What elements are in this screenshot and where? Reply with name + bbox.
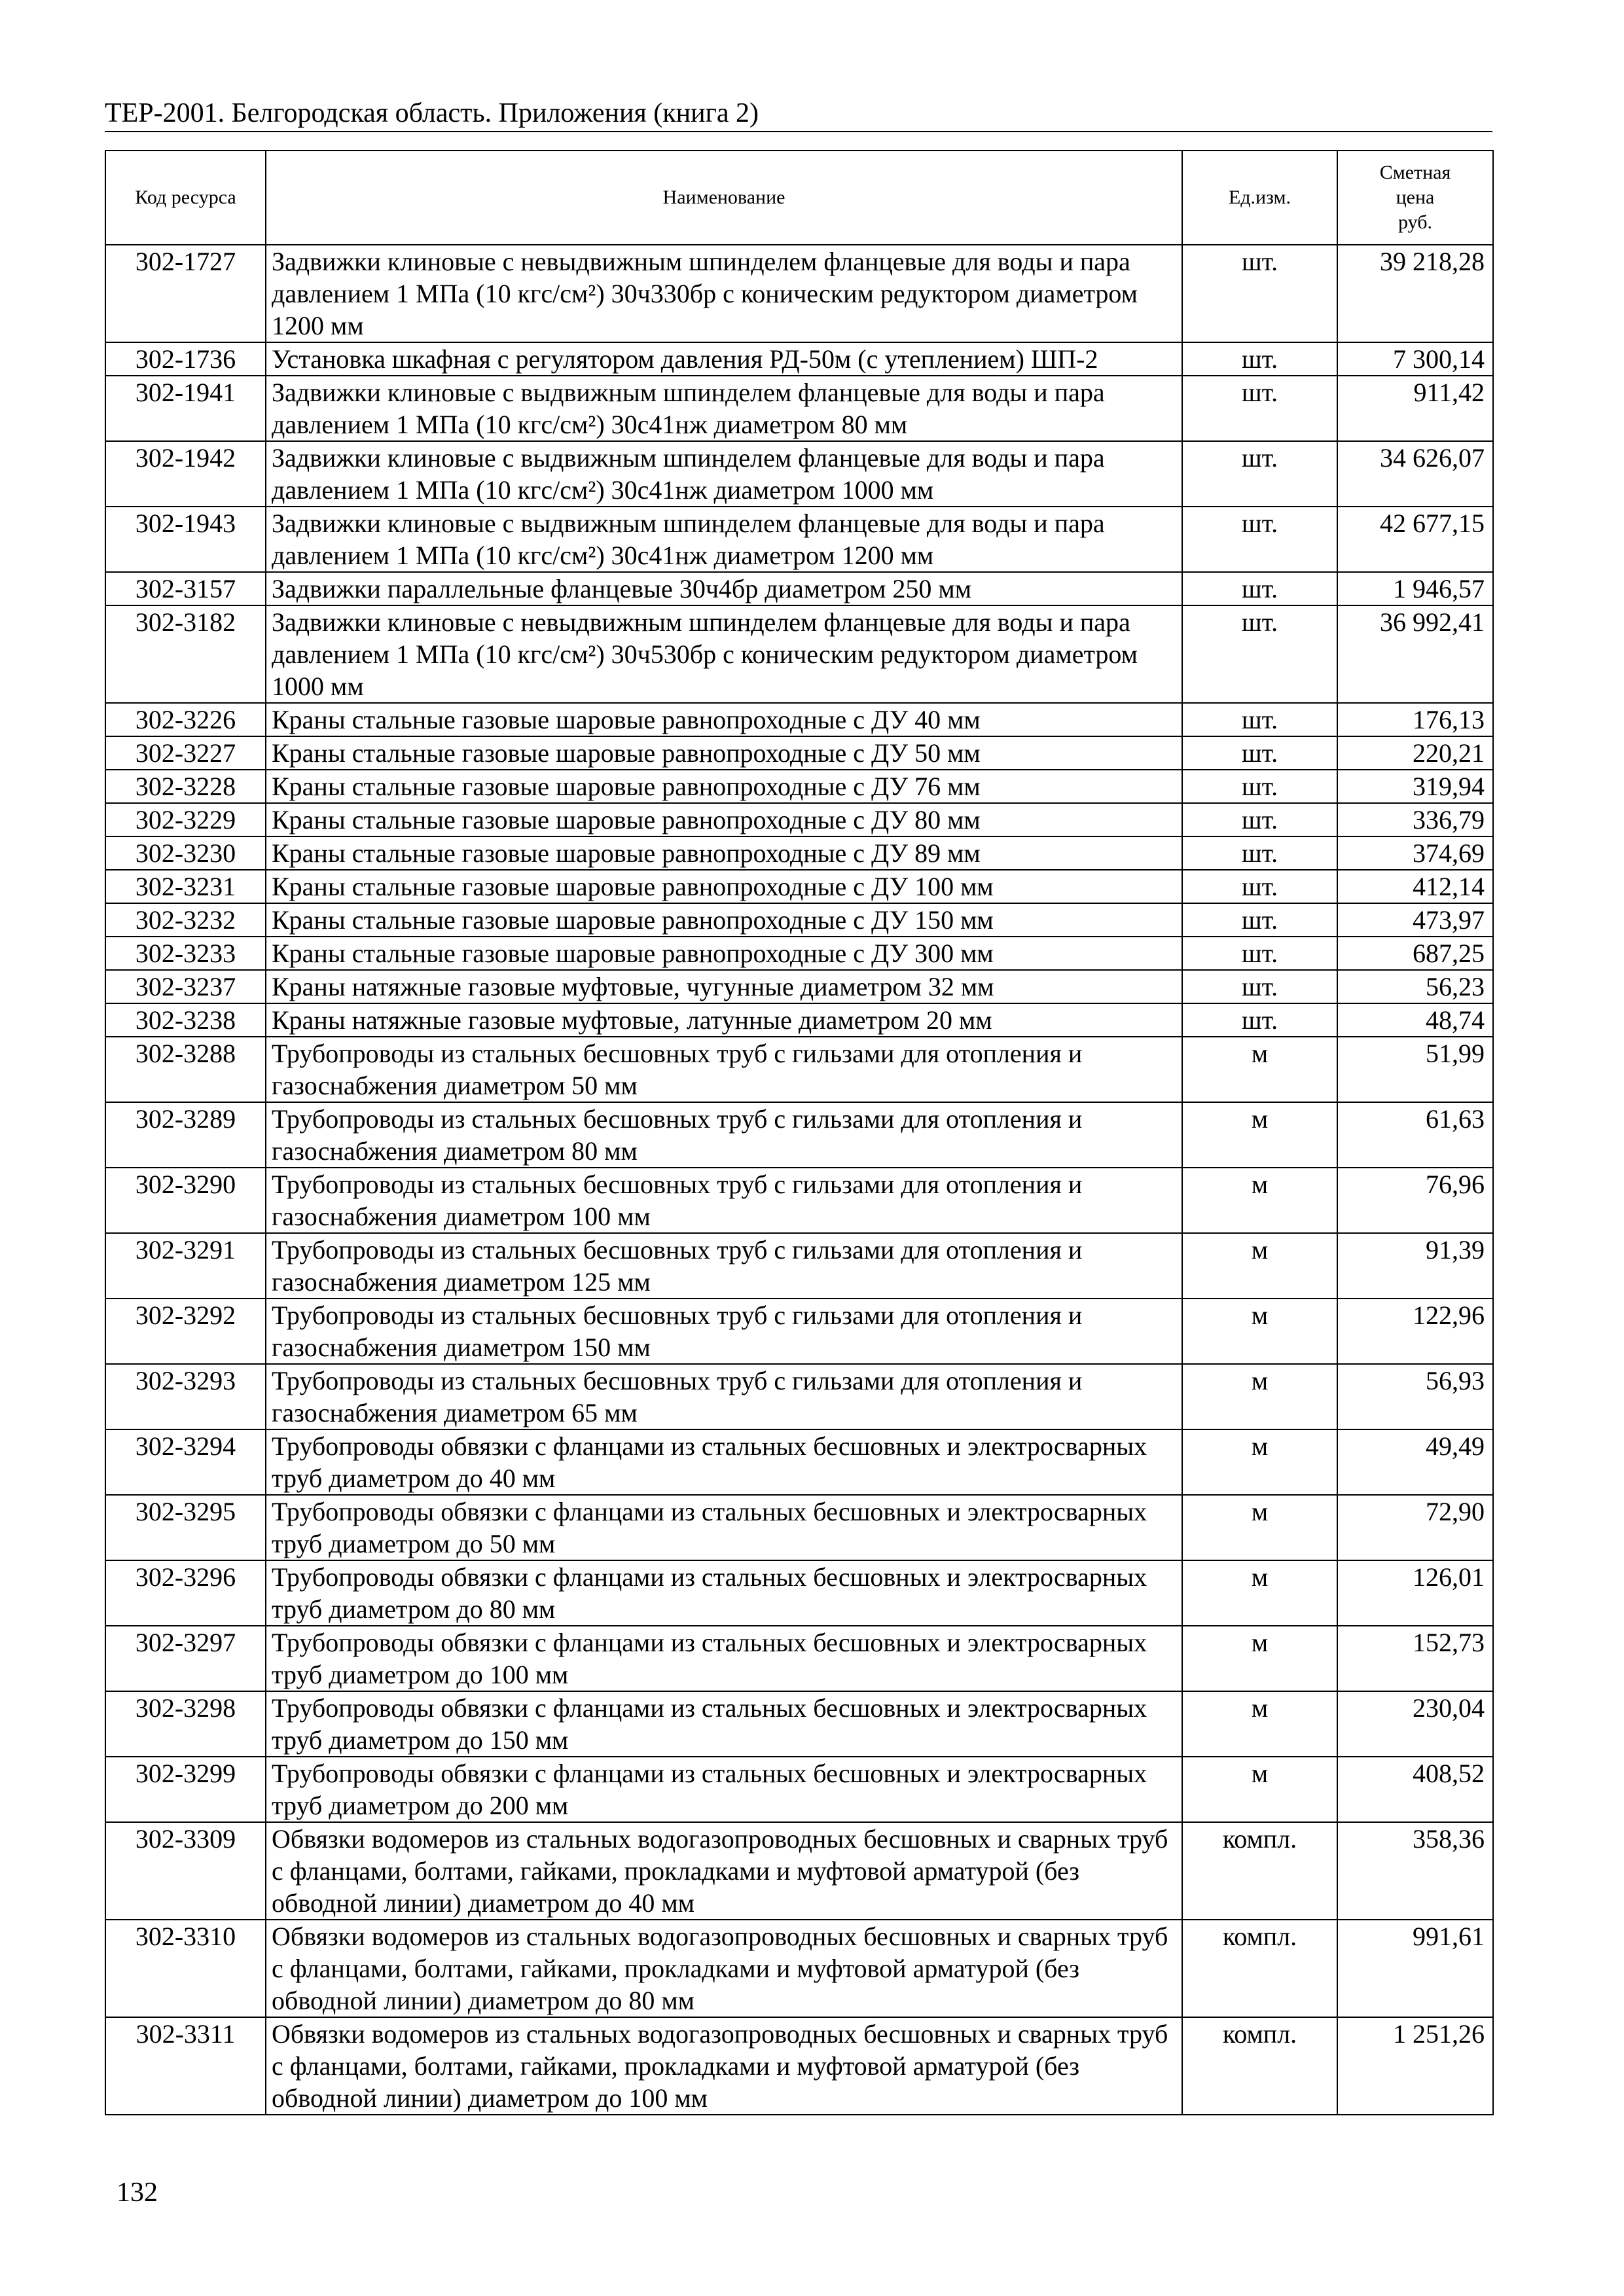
table-row: [105, 903, 1493, 937]
cell-price: 358,36: [1337, 1822, 1493, 1920]
cell-price: 230,04: [1337, 1691, 1493, 1757]
cell-name: Обвязки водомеров из стальных водогазопроводных бесшовных и сварных труб с фланцами, болтами, гайками, прокладками и муфтовой арматурой (без обводной линии) диаметром до 100 мм: [266, 2017, 1182, 2115]
cell-code: 302-3309: [105, 1822, 266, 1920]
cell-code: 302-3294: [105, 1429, 266, 1495]
cell-name: Краны натяжные газовые муфтовые, латунные диаметром 20 мм: [266, 1003, 1182, 1037]
column-header-price-line1: Сметная: [1379, 162, 1451, 183]
table-row: [105, 605, 1493, 703]
table-row: [105, 1822, 1493, 1920]
header-rule: [105, 131, 1492, 132]
cell-name: Краны стальные газовые шаровые равнопроходные с ДУ 50 мм: [266, 736, 1182, 770]
cell-code: 302-3231: [105, 870, 266, 903]
cell-price: 126,01: [1337, 1560, 1493, 1626]
cell-price: 42 677,15: [1337, 507, 1493, 572]
cell-code: 302-1943: [105, 507, 266, 572]
table-row: [105, 1299, 1493, 1364]
cell-code: 302-3226: [105, 703, 266, 736]
cell-name: Краны натяжные газовые муфтовые, чугунные диаметром 32 мм: [266, 970, 1182, 1003]
cell-price: 61,63: [1337, 1102, 1493, 1168]
cell-code: 302-3291: [105, 1233, 266, 1299]
cell-unit: м: [1182, 1560, 1337, 1626]
cell-code: 302-3288: [105, 1037, 266, 1102]
table-row: [105, 1691, 1493, 1757]
table-row: [105, 1757, 1493, 1822]
cell-name: Трубопроводы обвязки с фланцами из стальных бесшовных и электросварных труб диаметром до 50 мм: [266, 1495, 1182, 1560]
cell-name: Установка шкафная с регулятором давления РД-50м (с утеплением) ШП-2: [266, 342, 1182, 376]
column-header-price-line2: цена: [1396, 187, 1435, 208]
table-row: [105, 1429, 1493, 1495]
cell-code: 302-3182: [105, 605, 266, 703]
cell-name: Трубопроводы обвязки с фланцами из стальных бесшовных и электросварных труб диаметром до 200 мм: [266, 1757, 1182, 1822]
table-row: [105, 1168, 1493, 1233]
cell-unit: шт.: [1182, 605, 1337, 703]
cell-unit: шт.: [1182, 870, 1337, 903]
cell-price: 36 992,41: [1337, 605, 1493, 703]
cell-name: Краны стальные газовые шаровые равнопроходные с ДУ 150 мм: [266, 903, 1182, 937]
cell-unit: шт.: [1182, 572, 1337, 605]
cell-code: 302-3289: [105, 1102, 266, 1168]
table-row: [105, 1233, 1493, 1299]
cell-name: Трубопроводы из стальных бесшовных труб с гильзами для отопления и газоснабжения диаметром 100 мм: [266, 1168, 1182, 1233]
cell-price: 374,69: [1337, 836, 1493, 870]
cell-unit: компл.: [1182, 1822, 1337, 1920]
table-row: [105, 736, 1493, 770]
table-row: [105, 1560, 1493, 1626]
table-row: [105, 770, 1493, 803]
cell-name: Задвижки клиновые с выдвижным шпинделем фланцевые для воды и пара давлением 1 МПа (10 кгс/см²) 30с41нж диаметром 80 мм: [266, 376, 1182, 441]
cell-price: 91,39: [1337, 1233, 1493, 1299]
table-row: [105, 703, 1493, 736]
cell-name: Трубопроводы из стальных бесшовных труб с гильзами для отопления и газоснабжения диаметром 150 мм: [266, 1299, 1182, 1364]
cell-code: 302-3228: [105, 770, 266, 803]
cell-code: 302-3293: [105, 1364, 266, 1429]
table-row: [105, 572, 1493, 605]
cell-unit: компл.: [1182, 2017, 1337, 2115]
cell-code: 302-1942: [105, 441, 266, 507]
cell-name: Задвижки клиновые с невыдвижным шпинделем фланцевые для воды и пара давлением 1 МПа (10 кгс/см²) 30ч530бр с коническим редуктором диаметром 1000 мм: [266, 605, 1182, 703]
cell-unit: шт.: [1182, 736, 1337, 770]
table-row: [105, 441, 1493, 507]
table-row: [105, 245, 1493, 342]
cell-name: Трубопроводы из стальных бесшовных труб с гильзами для отопления и газоснабжения диаметром 125 мм: [266, 1233, 1182, 1299]
cell-price: 319,94: [1337, 770, 1493, 803]
cell-name: Краны стальные газовые шаровые равнопроходные с ДУ 80 мм: [266, 803, 1182, 836]
table-row: [105, 836, 1493, 870]
cell-unit: шт.: [1182, 770, 1337, 803]
table-row: [105, 1037, 1493, 1102]
cell-name: Задвижки клиновые с выдвижным шпинделем фланцевые для воды и пара давлением 1 МПа (10 кгс/см²) 30с41нж диаметром 1000 мм: [266, 441, 1182, 507]
table-row: [105, 376, 1493, 441]
cell-unit: м: [1182, 1626, 1337, 1691]
cell-price: 687,25: [1337, 937, 1493, 970]
cell-unit: м: [1182, 1757, 1337, 1822]
cell-unit: шт.: [1182, 903, 1337, 937]
cell-price: 122,96: [1337, 1299, 1493, 1364]
cell-price: 51,99: [1337, 1037, 1493, 1102]
table-header-row: [105, 151, 1493, 245]
table-row: [105, 2017, 1493, 2115]
cell-price: 220,21: [1337, 736, 1493, 770]
cell-unit: шт.: [1182, 376, 1337, 441]
cell-unit: компл.: [1182, 1920, 1337, 2017]
cell-price: 176,13: [1337, 703, 1493, 736]
cell-unit: м: [1182, 1299, 1337, 1364]
cell-name: Краны стальные газовые шаровые равнопроходные с ДУ 40 мм: [266, 703, 1182, 736]
cell-unit: м: [1182, 1495, 1337, 1560]
column-header-price-line3: руб.: [1398, 211, 1432, 233]
cell-price: 1 946,57: [1337, 572, 1493, 605]
cell-code: 302-1736: [105, 342, 266, 376]
cell-unit: м: [1182, 1037, 1337, 1102]
cell-price: 49,49: [1337, 1429, 1493, 1495]
cell-unit: шт.: [1182, 441, 1337, 507]
table-row: [105, 507, 1493, 572]
cell-name: Задвижки клиновые с невыдвижным шпинделем фланцевые для воды и пара давлением 1 МПа (10 кгс/см²) 30ч330бр с коническим редуктором диаметром 1200 мм: [266, 245, 1182, 342]
cell-code: 302-3298: [105, 1691, 266, 1757]
cell-name: Краны стальные газовые шаровые равнопроходные с ДУ 89 мм: [266, 836, 1182, 870]
cell-code: 302-3230: [105, 836, 266, 870]
table-row: [105, 970, 1493, 1003]
cell-code: 302-1727: [105, 245, 266, 342]
cell-code: 302-3297: [105, 1626, 266, 1691]
cell-price: 76,96: [1337, 1168, 1493, 1233]
cell-name: Краны стальные газовые шаровые равнопроходные с ДУ 76 мм: [266, 770, 1182, 803]
column-header-price: [1337, 151, 1493, 245]
cell-name: Трубопроводы из стальных бесшовных труб с гильзами для отопления и газоснабжения диаметром 65 мм: [266, 1364, 1182, 1429]
cell-unit: шт.: [1182, 507, 1337, 572]
cell-price: 336,79: [1337, 803, 1493, 836]
cell-price: 34 626,07: [1337, 441, 1493, 507]
cell-unit: м: [1182, 1364, 1337, 1429]
cell-code: 302-3232: [105, 903, 266, 937]
cell-code: 302-3157: [105, 572, 266, 605]
table-row: [105, 1626, 1493, 1691]
cell-name: Краны стальные газовые шаровые равнопроходные с ДУ 300 мм: [266, 937, 1182, 970]
cell-price: 473,97: [1337, 903, 1493, 937]
table-row: [105, 870, 1493, 903]
cell-code: 302-3310: [105, 1920, 266, 2017]
column-header-name: Наименование: [266, 151, 1182, 245]
cell-unit: шт.: [1182, 937, 1337, 970]
column-header-unit: Ед.изм.: [1182, 151, 1337, 245]
cell-name: Трубопроводы обвязки с фланцами из стальных бесшовных и электросварных труб диаметром до 100 мм: [266, 1626, 1182, 1691]
table-row: [105, 342, 1493, 376]
table-row: [105, 1920, 1493, 2017]
cell-unit: м: [1182, 1691, 1337, 1757]
cell-code: 302-3227: [105, 736, 266, 770]
cell-unit: м: [1182, 1168, 1337, 1233]
table-row: [105, 937, 1493, 970]
cell-unit: шт.: [1182, 342, 1337, 376]
cell-unit: шт.: [1182, 836, 1337, 870]
table-body: [105, 245, 1493, 2115]
cell-name: Трубопроводы обвязки с фланцами из стальных бесшовных и электросварных труб диаметром до 40 мм: [266, 1429, 1182, 1495]
cell-code: 302-3311: [105, 2017, 266, 2115]
cell-code: 302-3290: [105, 1168, 266, 1233]
cell-price: 911,42: [1337, 376, 1493, 441]
cell-unit: шт.: [1182, 1003, 1337, 1037]
cell-price: 48,74: [1337, 1003, 1493, 1037]
price-table: [105, 150, 1494, 2115]
cell-price: 991,61: [1337, 1920, 1493, 2017]
cell-price: 56,23: [1337, 970, 1493, 1003]
cell-name: Краны стальные газовые шаровые равнопроходные с ДУ 100 мм: [266, 870, 1182, 903]
cell-unit: шт.: [1182, 970, 1337, 1003]
cell-code: 302-3237: [105, 970, 266, 1003]
cell-price: 408,52: [1337, 1757, 1493, 1822]
cell-name: Обвязки водомеров из стальных водогазопроводных бесшовных и сварных труб с фланцами, болтами, гайками, прокладками и муфтовой арматурой (без обводной линии) диаметром до 80 мм: [266, 1920, 1182, 2017]
cell-price: 1 251,26: [1337, 2017, 1493, 2115]
cell-name: Трубопроводы обвязки с фланцами из стальных бесшовных и электросварных труб диаметром до 80 мм: [266, 1560, 1182, 1626]
cell-unit: м: [1182, 1233, 1337, 1299]
table-row: [105, 1364, 1493, 1429]
table-row: [105, 1102, 1493, 1168]
cell-unit: м: [1182, 1429, 1337, 1495]
cell-code: 302-3229: [105, 803, 266, 836]
cell-unit: шт.: [1182, 703, 1337, 736]
cell-code: 302-3299: [105, 1757, 266, 1822]
cell-name: Задвижки клиновые с выдвижным шпинделем фланцевые для воды и пара давлением 1 МПа (10 кгс/см²) 30с41нж диаметром 1200 мм: [266, 507, 1182, 572]
cell-name: Трубопроводы из стальных бесшовных труб с гильзами для отопления и газоснабжения диаметром 50 мм: [266, 1037, 1182, 1102]
cell-unit: шт.: [1182, 803, 1337, 836]
cell-price: 412,14: [1337, 870, 1493, 903]
cell-price: 7 300,14: [1337, 342, 1493, 376]
cell-code: 302-3295: [105, 1495, 266, 1560]
page-number: 132: [117, 2178, 158, 2208]
cell-unit: шт.: [1182, 245, 1337, 342]
cell-code: 302-3238: [105, 1003, 266, 1037]
cell-code: 302-3233: [105, 937, 266, 970]
cell-price: 39 218,28: [1337, 245, 1493, 342]
cell-name: Трубопроводы обвязки с фланцами из стальных бесшовных и электросварных труб диаметром до 150 мм: [266, 1691, 1182, 1757]
cell-name: Задвижки параллельные фланцевые 30ч4бр диаметром 250 мм: [266, 572, 1182, 605]
cell-name: Обвязки водомеров из стальных водогазопроводных бесшовных и сварных труб с фланцами, болтами, гайками, прокладками и муфтовой арматурой (без обводной линии) диаметром до 40 мм: [266, 1822, 1182, 1920]
cell-name: Трубопроводы из стальных бесшовных труб с гильзами для отопления и газоснабжения диаметром 80 мм: [266, 1102, 1182, 1168]
table-row: [105, 1003, 1493, 1037]
cell-code: 302-3296: [105, 1560, 266, 1626]
cell-code: 302-1941: [105, 376, 266, 441]
cell-price: 72,90: [1337, 1495, 1493, 1560]
table-row: [105, 1495, 1493, 1560]
running-head: ТЕР-2001. Белгородская область. Приложения (книга 2): [105, 98, 759, 128]
table-row: [105, 803, 1493, 836]
cell-price: 152,73: [1337, 1626, 1493, 1691]
cell-price: 56,93: [1337, 1364, 1493, 1429]
column-header-code: Код ресурса: [105, 151, 266, 245]
cell-code: 302-3292: [105, 1299, 266, 1364]
cell-unit: м: [1182, 1102, 1337, 1168]
